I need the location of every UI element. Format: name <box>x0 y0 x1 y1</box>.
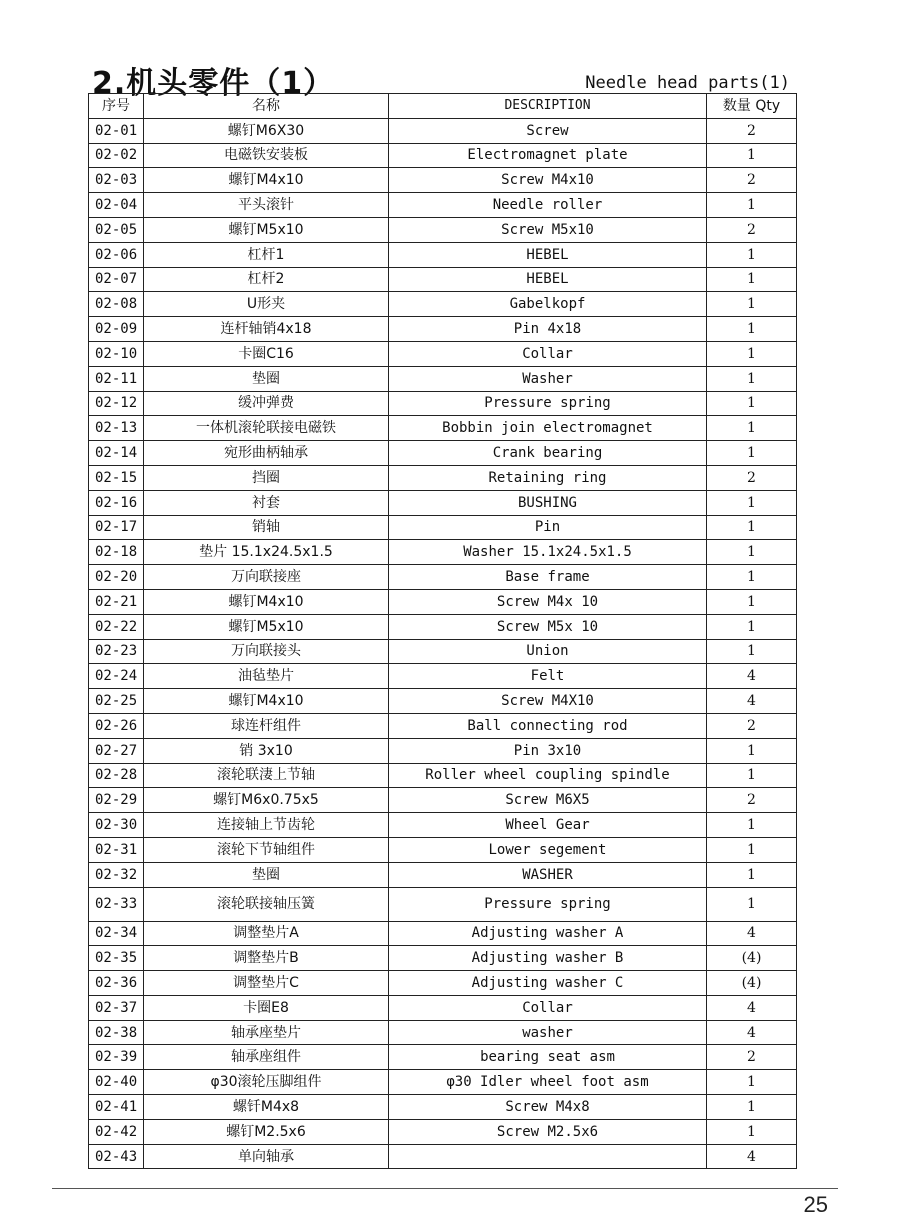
part-qty-cell: 2 <box>707 1045 797 1070</box>
part-qty-cell: 2 <box>707 465 797 490</box>
part-name-cell: 调整垫片B <box>144 946 389 971</box>
part-qty-cell: 2 <box>707 788 797 813</box>
part-name-cell: 宛形曲柄轴承 <box>144 441 389 466</box>
part-name-cell: 滚轮联淒上节轴 <box>144 763 389 788</box>
part-number-cell: 02-37 <box>89 995 144 1020</box>
table-row <box>89 1070 797 1095</box>
table-row <box>89 1095 797 1120</box>
table-row <box>89 391 797 416</box>
part-description-cell: Washer <box>389 366 707 391</box>
part-qty-cell: 4 <box>707 1144 797 1169</box>
part-description-cell: Pin <box>389 515 707 540</box>
part-number-cell: 02-38 <box>89 1020 144 1045</box>
part-number-cell: 02-24 <box>89 664 144 689</box>
part-number-cell: 02-27 <box>89 738 144 763</box>
part-description-cell: Adjusting washer A <box>389 921 707 946</box>
part-qty-cell: 1 <box>707 366 797 391</box>
part-description-cell: Roller wheel coupling spindle <box>389 763 707 788</box>
part-number-cell: 02-13 <box>89 416 144 441</box>
part-number-cell: 02-32 <box>89 862 144 887</box>
part-number-cell: 02-17 <box>89 515 144 540</box>
table-row <box>89 143 797 168</box>
part-description-cell: Washer 15.1x24.5x1.5 <box>389 540 707 565</box>
part-number-cell: 02-16 <box>89 490 144 515</box>
part-description-cell: Pressure spring <box>389 887 707 921</box>
part-description-cell: Base frame <box>389 565 707 590</box>
part-qty-cell: 4 <box>707 664 797 689</box>
part-name-cell: 轴承座组件 <box>144 1045 389 1070</box>
part-name-cell: 垫圈 <box>144 862 389 887</box>
part-number-cell: 02-11 <box>89 366 144 391</box>
part-description-cell: Retaining ring <box>389 465 707 490</box>
part-number-cell: 02-30 <box>89 813 144 838</box>
table-row <box>89 1020 797 1045</box>
part-qty-cell: 1 <box>707 738 797 763</box>
part-name-cell: 连接轴上节齿轮 <box>144 813 389 838</box>
part-number-cell: 02-35 <box>89 946 144 971</box>
part-qty-cell: 1 <box>707 317 797 342</box>
table-row <box>89 862 797 887</box>
part-name-cell: 一体机滚轮联接电磁铁 <box>144 416 389 441</box>
part-name-cell: 单向轴承 <box>144 1144 389 1169</box>
table-row <box>89 689 797 714</box>
part-qty-cell: 1 <box>707 1119 797 1144</box>
part-name-cell: 螺钉M6X30 <box>144 118 389 143</box>
part-number-cell: 02-01 <box>89 118 144 143</box>
table-row <box>89 540 797 565</box>
part-qty-cell: 1 <box>707 267 797 292</box>
table-row <box>89 168 797 193</box>
part-number-cell: 02-12 <box>89 391 144 416</box>
table-row <box>89 565 797 590</box>
table-row <box>89 267 797 292</box>
table-row <box>89 763 797 788</box>
part-name-cell: 垫圈 <box>144 366 389 391</box>
part-description-cell: Needle roller <box>389 193 707 218</box>
part-description-cell: Lower segement <box>389 837 707 862</box>
table-body <box>89 118 797 1169</box>
part-qty-cell: 1 <box>707 416 797 441</box>
part-qty-cell: 2 <box>707 118 797 143</box>
part-description-cell: Screw <box>389 118 707 143</box>
part-name-cell: 轴承座垫片 <box>144 1020 389 1045</box>
part-number-cell: 02-26 <box>89 713 144 738</box>
part-qty-cell: 4 <box>707 995 797 1020</box>
part-description-cell: Screw M4X10 <box>389 689 707 714</box>
part-description-cell: washer <box>389 1020 707 1045</box>
page-number: 25 <box>803 1192 828 1217</box>
part-qty-cell: 1 <box>707 565 797 590</box>
part-qty-cell: 1 <box>707 862 797 887</box>
part-name-cell: 杠杆1 <box>144 242 389 267</box>
part-name-cell: 卡圈E8 <box>144 995 389 1020</box>
part-name-cell: 垫片 15.1x24.5x1.5 <box>144 540 389 565</box>
part-description-cell: BUSHING <box>389 490 707 515</box>
table-row <box>89 465 797 490</box>
part-name-cell: 万向联接头 <box>144 639 389 664</box>
part-number-cell: 02-05 <box>89 217 144 242</box>
part-number-cell: 02-33 <box>89 887 144 921</box>
part-description-cell: Screw M2.5x6 <box>389 1119 707 1144</box>
part-description-cell: Screw M4x8 <box>389 1095 707 1120</box>
part-name-cell: 螺钉M4x10 <box>144 168 389 193</box>
part-qty-cell: 1 <box>707 813 797 838</box>
part-description-cell: bearing seat asm <box>389 1045 707 1070</box>
table-row <box>89 292 797 317</box>
part-number-cell: 02-39 <box>89 1045 144 1070</box>
table-row <box>89 441 797 466</box>
column-header-qty: 数量 Qty <box>707 94 797 119</box>
part-name-cell: 卡圈C16 <box>144 341 389 366</box>
part-name-cell: 螺钉M6x0.75x5 <box>144 788 389 813</box>
table-row <box>89 921 797 946</box>
part-qty-cell: 4 <box>707 1020 797 1045</box>
table-row <box>89 242 797 267</box>
part-name-cell: 连杆轴销4x18 <box>144 317 389 342</box>
part-number-cell: 02-06 <box>89 242 144 267</box>
part-qty-cell: 1 <box>707 837 797 862</box>
part-name-cell: 螺钎M4x8 <box>144 1095 389 1120</box>
part-number-cell: 02-20 <box>89 565 144 590</box>
part-qty-cell: (4) <box>707 971 797 996</box>
part-number-cell: 02-18 <box>89 540 144 565</box>
part-name-cell: 油毡垫片 <box>144 664 389 689</box>
part-name-cell: 螺钉M4x10 <box>144 589 389 614</box>
table-row <box>89 317 797 342</box>
part-description-cell: Bobbin join electromagnet <box>389 416 707 441</box>
part-qty-cell: 1 <box>707 391 797 416</box>
part-description-cell: HEBEL <box>389 242 707 267</box>
part-number-cell: 02-31 <box>89 837 144 862</box>
part-name-cell: 调整垫片C <box>144 971 389 996</box>
part-qty-cell: 1 <box>707 589 797 614</box>
part-name-cell: 球连杆组件 <box>144 713 389 738</box>
table-row <box>89 118 797 143</box>
part-qty-cell: 4 <box>707 689 797 714</box>
part-qty-cell: 1 <box>707 341 797 366</box>
part-qty-cell: (4) <box>707 946 797 971</box>
part-qty-cell: 2 <box>707 168 797 193</box>
part-name-cell: 调整垫片A <box>144 921 389 946</box>
part-qty-cell: 1 <box>707 242 797 267</box>
part-description-cell: Gabelkopf <box>389 292 707 317</box>
part-number-cell: 02-28 <box>89 763 144 788</box>
part-name-cell: 螺钉M5x10 <box>144 217 389 242</box>
table-row <box>89 366 797 391</box>
part-number-cell: 02-08 <box>89 292 144 317</box>
part-description-cell: Felt <box>389 664 707 689</box>
part-qty-cell: 1 <box>707 639 797 664</box>
part-description-cell <box>389 1144 707 1169</box>
part-number-cell: 02-34 <box>89 921 144 946</box>
part-description-cell: Collar <box>389 341 707 366</box>
parts-table <box>88 93 797 1169</box>
table-row <box>89 614 797 639</box>
table-row <box>89 837 797 862</box>
part-number-cell: 02-43 <box>89 1144 144 1169</box>
part-name-cell: 滚轮联接轴压簧 <box>144 887 389 921</box>
table-row <box>89 738 797 763</box>
part-qty-cell: 1 <box>707 515 797 540</box>
part-description-cell: Ball connecting rod <box>389 713 707 738</box>
part-description-cell: Screw M4x10 <box>389 168 707 193</box>
part-number-cell: 02-09 <box>89 317 144 342</box>
part-number-cell: 02-36 <box>89 971 144 996</box>
part-qty-cell: 1 <box>707 540 797 565</box>
table-row <box>89 813 797 838</box>
part-qty-cell: 1 <box>707 292 797 317</box>
part-name-cell: 螺钉M4x10 <box>144 689 389 714</box>
part-qty-cell: 1 <box>707 193 797 218</box>
part-description-cell: Crank bearing <box>389 441 707 466</box>
part-description-cell: Electromagnet plate <box>389 143 707 168</box>
part-description-cell: Union <box>389 639 707 664</box>
table-row <box>89 490 797 515</box>
page-subtitle: Needle head parts(1) <box>585 73 790 93</box>
column-header-name: 名称 <box>144 94 389 119</box>
part-name-cell: 电磁铁安装板 <box>144 143 389 168</box>
part-description-cell: Pressure spring <box>389 391 707 416</box>
table-row <box>89 193 797 218</box>
part-name-cell: 挡圈 <box>144 465 389 490</box>
part-name-cell: 螺钉M5x10 <box>144 614 389 639</box>
part-name-cell: φ30滚轮压脚组件 <box>144 1070 389 1095</box>
part-number-cell: 02-14 <box>89 441 144 466</box>
part-description-cell: WASHER <box>389 862 707 887</box>
part-name-cell: 销 3x10 <box>144 738 389 763</box>
part-number-cell: 02-25 <box>89 689 144 714</box>
table-row <box>89 713 797 738</box>
table-row <box>89 1144 797 1169</box>
part-description-cell: Collar <box>389 995 707 1020</box>
part-qty-cell: 1 <box>707 1095 797 1120</box>
part-number-cell: 02-04 <box>89 193 144 218</box>
part-number-cell: 02-03 <box>89 168 144 193</box>
part-number-cell: 02-29 <box>89 788 144 813</box>
part-number-cell: 02-23 <box>89 639 144 664</box>
part-description-cell: Screw M4x 10 <box>389 589 707 614</box>
table-row <box>89 995 797 1020</box>
part-number-cell: 02-10 <box>89 341 144 366</box>
table-row <box>89 416 797 441</box>
table-row <box>89 1119 797 1144</box>
part-qty-cell: 1 <box>707 614 797 639</box>
part-qty-cell: 2 <box>707 713 797 738</box>
part-name-cell: 销轴 <box>144 515 389 540</box>
part-number-cell: 02-40 <box>89 1070 144 1095</box>
part-description-cell: Wheel Gear <box>389 813 707 838</box>
table-row <box>89 341 797 366</box>
part-qty-cell: 1 <box>707 143 797 168</box>
table-row <box>89 515 797 540</box>
table-row <box>89 639 797 664</box>
part-number-cell: 02-21 <box>89 589 144 614</box>
part-name-cell: 螺钉M2.5x6 <box>144 1119 389 1144</box>
part-qty-cell: 4 <box>707 921 797 946</box>
part-description-cell: Pin 4x18 <box>389 317 707 342</box>
table-header-row <box>89 94 797 119</box>
part-name-cell: 缓冲弹费 <box>144 391 389 416</box>
part-qty-cell: 1 <box>707 490 797 515</box>
part-name-cell: 万向联接座 <box>144 565 389 590</box>
part-name-cell: 平头滚针 <box>144 193 389 218</box>
part-description-cell: HEBEL <box>389 267 707 292</box>
part-name-cell: 杠杆2 <box>144 267 389 292</box>
part-name-cell: 滚轮下节轴组件 <box>144 837 389 862</box>
part-description-cell: Adjusting washer C <box>389 971 707 996</box>
part-number-cell: 02-07 <box>89 267 144 292</box>
part-qty-cell: 1 <box>707 1070 797 1095</box>
part-qty-cell: 2 <box>707 217 797 242</box>
table-row <box>89 1045 797 1070</box>
part-description-cell: Screw M5x10 <box>389 217 707 242</box>
part-number-cell: 02-42 <box>89 1119 144 1144</box>
part-name-cell: U形夹 <box>144 292 389 317</box>
part-description-cell: Adjusting washer B <box>389 946 707 971</box>
part-number-cell: 02-15 <box>89 465 144 490</box>
part-description-cell: φ30 Idler wheel foot asm <box>389 1070 707 1095</box>
table-row <box>89 788 797 813</box>
part-description-cell: Screw M5x 10 <box>389 614 707 639</box>
footer-divider <box>52 1188 838 1189</box>
part-description-cell: Pin 3x10 <box>389 738 707 763</box>
table-row <box>89 664 797 689</box>
table-row <box>89 971 797 996</box>
page-title: 2.机头零件（1） <box>92 66 335 101</box>
part-description-cell: Screw M6X5 <box>389 788 707 813</box>
part-qty-cell: 1 <box>707 763 797 788</box>
table-row <box>89 217 797 242</box>
part-name-cell: 衬套 <box>144 490 389 515</box>
table-row <box>89 946 797 971</box>
column-header-no: 序号 <box>89 94 144 119</box>
table-row <box>89 887 797 921</box>
table-row <box>89 589 797 614</box>
part-number-cell: 02-02 <box>89 143 144 168</box>
part-number-cell: 02-41 <box>89 1095 144 1120</box>
part-qty-cell: 1 <box>707 887 797 921</box>
part-qty-cell: 1 <box>707 441 797 466</box>
part-number-cell: 02-22 <box>89 614 144 639</box>
column-header-description: DESCRIPTION <box>389 94 707 119</box>
